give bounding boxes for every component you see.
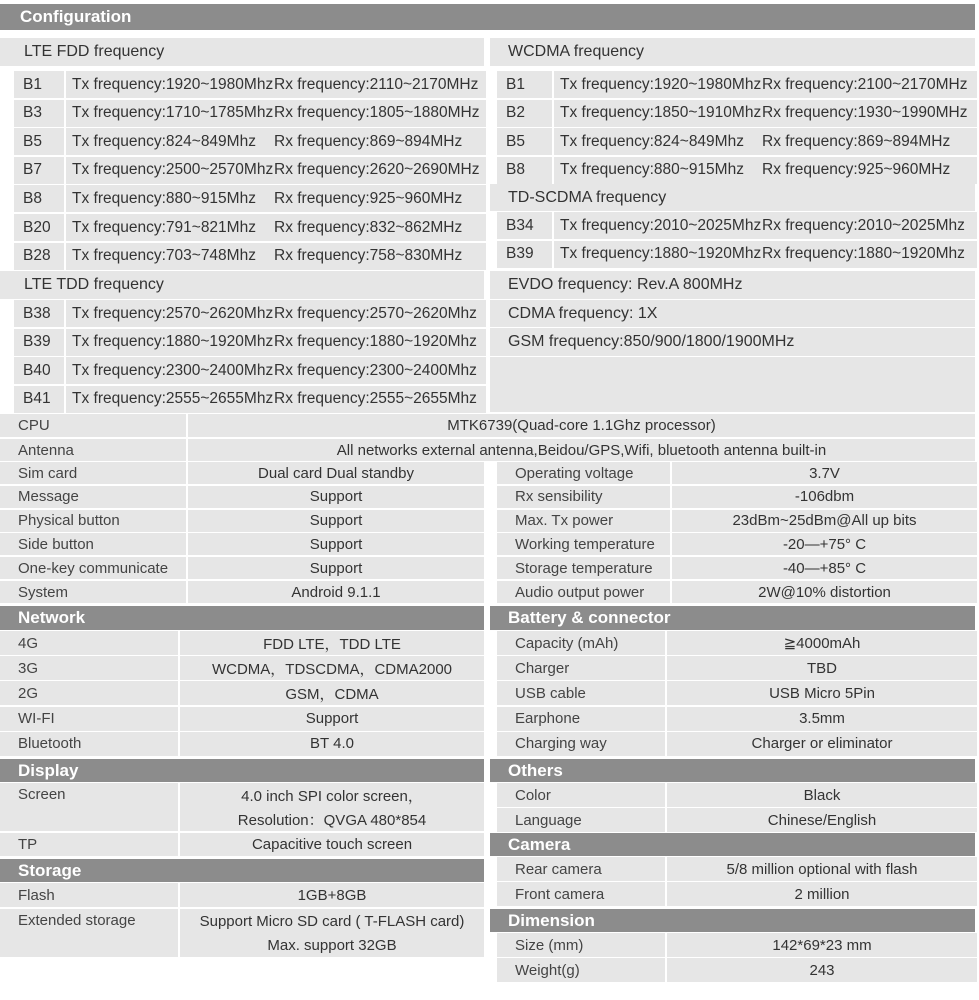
lte-fdd-row [14, 185, 486, 212]
battery-row [497, 631, 977, 655]
general-value: Support [188, 486, 484, 508]
rx-frequency: Rx frequency:925~960MHz [274, 185, 486, 212]
band-label: B8 [497, 157, 552, 184]
blank-cell [490, 357, 975, 412]
others-value: Black [667, 783, 977, 807]
others-row [497, 783, 977, 807]
general-label: Sim card [0, 462, 186, 484]
general-value: Support [188, 533, 484, 555]
band-label: B5 [497, 128, 552, 155]
tx-frequency: Tx frequency:1880~1920Mhz [66, 329, 274, 356]
general-value: 3.7V [672, 462, 977, 484]
tx-frequency: Tx frequency:703~748Mhz [66, 243, 274, 270]
network-row [0, 707, 484, 731]
general-value: Android 9.1.1 [188, 581, 484, 603]
general-row [497, 581, 977, 603]
rx-frequency: Rx frequency:869~894MHz [274, 128, 486, 155]
dimension-label: Size (mm) [497, 933, 665, 957]
general-label: System [0, 581, 186, 603]
cpu-value: MTK6739(Quad-core 1.1Ghz processor) [188, 414, 975, 437]
network-value: WCDMA，TDSCDMA，CDMA2000 [180, 656, 484, 680]
network-label: Bluetooth [0, 732, 178, 756]
general-value: Dual card Dual standby [188, 462, 484, 484]
band-label: B8 [14, 185, 64, 212]
rx-frequency: Rx frequency:869~894MHz [762, 128, 977, 155]
rx-frequency: Rx frequency:1880~1920Mhz [762, 241, 977, 268]
band-label: B1 [497, 71, 552, 98]
band-label: B34 [497, 212, 552, 239]
rx-frequency: Rx frequency:758~830MHz [274, 243, 486, 270]
tx-frequency: Tx frequency:1880~1920Mhz [554, 241, 762, 268]
general-value: -20—+75° C [672, 533, 977, 555]
general-value: -106dbm [672, 486, 977, 508]
screen-label: Screen [0, 783, 178, 831]
lte-fdd-row [14, 214, 486, 241]
general-row [0, 462, 484, 484]
tx-frequency: Tx frequency:1920~1980Mhz [554, 71, 762, 98]
network-value: GSM，CDMA [180, 681, 484, 705]
battery-row [497, 681, 977, 705]
dimension-row [497, 933, 977, 957]
general-row [0, 533, 484, 555]
battery-row [497, 656, 977, 680]
td-scdma-row [497, 241, 977, 268]
general-label: Storage temperature [497, 557, 670, 579]
configuration-title: Configuration [0, 4, 975, 30]
band-label: B1 [14, 71, 64, 98]
battery-row [497, 707, 977, 731]
cpu-label: CPU [0, 414, 186, 437]
band-label: B3 [14, 100, 64, 127]
network-value: Support [180, 707, 484, 731]
battery-value: Charger or eliminator [667, 732, 977, 756]
lte-fdd-row [14, 71, 486, 98]
rx-frequency: Rx frequency:1930~1990MHz [762, 100, 977, 127]
rx-frequency: Rx frequency:832~862MHz [274, 214, 486, 241]
lte-fdd-row [14, 128, 486, 155]
lte-fdd-row [14, 157, 486, 184]
others-row [497, 808, 977, 832]
band-label: B28 [14, 243, 64, 270]
rx-frequency: Rx frequency:2570~2620Mhz [274, 300, 486, 327]
rx-frequency: Rx frequency:2110~2170MHz [274, 71, 486, 98]
tx-frequency: Tx frequency:2300~2400Mhz [66, 357, 274, 384]
general-label: Side button [0, 533, 186, 555]
lte-fdd-row [14, 100, 486, 127]
general-value: -40—+85° C [672, 557, 977, 579]
camera-row [497, 882, 977, 906]
general-row [0, 510, 484, 532]
wcdma-row [497, 71, 977, 98]
network-row [0, 656, 484, 680]
tx-frequency: Tx frequency:824~849Mhz [554, 128, 762, 155]
storage-header: Storage [0, 859, 484, 882]
tx-frequency: Tx frequency:2570~2620Mhz [66, 300, 274, 327]
battery-header: Battery & connector [490, 606, 975, 630]
rx-frequency: Rx frequency:2620~2690MHz [274, 157, 486, 184]
network-value: BT 4.0 [180, 732, 484, 756]
display-header: Display [0, 759, 484, 782]
others-header: Others [490, 759, 975, 782]
wcdma-title: WCDMA frequency [490, 38, 975, 66]
extended-storage-line1: Support Micro SD card ( T-FLASH card) [199, 912, 465, 930]
rx-frequency: Rx frequency:925~960MHz [762, 157, 977, 184]
antenna-value: All networks external antenna,Beidou/GPS,Wifi, bluetooth antenna built-in [188, 439, 975, 461]
wcdma-row [497, 100, 977, 127]
screen-value-line2: Resolution：QVGA 480*854 [237, 811, 427, 829]
tx-frequency: Tx frequency:1710~1785Mhz [66, 100, 274, 127]
flash-value: 1GB+8GB [180, 883, 484, 907]
general-label: Max. Tx power [497, 510, 670, 532]
screen-value-line1: 4.0 inch SPI color screen， [241, 787, 423, 805]
lte-tdd-row [14, 300, 486, 327]
battery-label: USB cable [497, 681, 665, 705]
camera-header: Camera [490, 833, 975, 856]
band-label: B20 [14, 214, 64, 241]
others-label: Color [497, 783, 665, 807]
dimension-value: 243 [667, 958, 977, 982]
network-label: 2G [0, 681, 178, 705]
battery-value: USB Micro 5Pin [667, 681, 977, 705]
tx-frequency: Tx frequency:880~915Mhz [66, 185, 274, 212]
network-row [0, 732, 484, 756]
rx-frequency: Rx frequency:2555~2655Mhz [274, 386, 486, 413]
general-label: Working temperature [497, 533, 670, 555]
lte-tdd-row [14, 329, 486, 356]
band-label: B40 [14, 357, 64, 384]
antenna-row [0, 439, 975, 461]
tx-frequency: Tx frequency:1850~1910Mhz [554, 100, 762, 127]
network-label: 4G [0, 631, 178, 655]
extended-storage-line2: Max. support 32GB [267, 936, 397, 954]
extended-storage-value [180, 909, 484, 957]
battery-value: TBD [667, 656, 977, 680]
rx-frequency: Rx frequency:1880~1920Mhz [274, 329, 486, 356]
general-label: Rx sensibility [497, 486, 670, 508]
tp-label: TP [0, 833, 178, 856]
band-label: B38 [14, 300, 64, 327]
antenna-label: Antenna [0, 439, 186, 461]
general-row [497, 510, 977, 532]
screen-value [180, 783, 484, 831]
tx-frequency: Tx frequency:824~849Mhz [66, 128, 274, 155]
extended-storage-label: Extended storage [0, 909, 178, 957]
band-label: B5 [14, 128, 64, 155]
lte-fdd-row [14, 243, 486, 270]
extended-storage-row [0, 909, 484, 957]
wcdma-row [497, 128, 977, 155]
camera-label: Front camera [497, 882, 665, 906]
network-row [0, 631, 484, 655]
rx-frequency: Rx frequency:1805~1880MHz [274, 100, 486, 127]
camera-value: 2 million [667, 882, 977, 906]
band-label: B39 [14, 329, 64, 356]
battery-value: ≧4000mAh [667, 631, 977, 655]
general-row [497, 486, 977, 508]
td-scdma-row [497, 212, 977, 239]
screen-row [0, 783, 484, 831]
dimension-row [497, 958, 977, 982]
camera-label: Rear camera [497, 857, 665, 881]
gsm-frequency: GSM frequency:850/900/1800/1900MHz [490, 328, 975, 356]
general-row [497, 533, 977, 555]
network-value: FDD LTE，TDD LTE [180, 631, 484, 655]
tx-frequency: Tx frequency:880~915Mhz [554, 157, 762, 184]
others-value: Chinese/English [667, 808, 977, 832]
flash-label: Flash [0, 883, 178, 907]
general-value: Support [188, 557, 484, 579]
general-row [0, 581, 484, 603]
flash-row [0, 883, 484, 907]
tp-value: Capacitive touch screen [180, 833, 484, 856]
battery-label: Capacity (mAh) [497, 631, 665, 655]
general-value: 2W@10% distortion [672, 581, 977, 603]
general-label: Physical button [0, 510, 186, 532]
rx-frequency: Rx frequency:2300~2400Mhz [274, 357, 486, 384]
band-label: B2 [497, 100, 552, 127]
tx-frequency: Tx frequency:2010~2025Mhz [554, 212, 762, 239]
rx-frequency: Rx frequency:2100~2170MHz [762, 71, 977, 98]
battery-label: Charging way [497, 732, 665, 756]
tp-row [0, 833, 484, 856]
td-scdma-title: TD-SCDMA frequency [490, 184, 975, 211]
wcdma-row [497, 157, 977, 184]
general-label: One-key communicate [0, 557, 186, 579]
general-row [0, 557, 484, 579]
tx-frequency: Tx frequency:2555~2655Mhz [66, 386, 274, 413]
others-label: Language [497, 808, 665, 832]
battery-value: 3.5mm [667, 707, 977, 731]
general-label: Audio output power [497, 581, 670, 603]
lte-tdd-row [14, 386, 486, 413]
evdo-frequency: EVDO frequency: Rev.A 800MHz [490, 271, 975, 299]
band-label: B7 [14, 157, 64, 184]
camera-row [497, 857, 977, 881]
lte-fdd-title: LTE FDD frequency [0, 38, 484, 66]
network-label: WI-FI [0, 707, 178, 731]
battery-label: Charger [497, 656, 665, 680]
tx-frequency: Tx frequency:2500~2570Mhz [66, 157, 274, 184]
band-label: B41 [14, 386, 64, 413]
rx-frequency: Rx frequency:2010~2025Mhz [762, 212, 977, 239]
battery-row [497, 732, 977, 756]
cpu-row [0, 414, 975, 437]
lte-tdd-title: LTE TDD frequency [0, 271, 484, 299]
general-value: Support [188, 510, 484, 532]
dimension-header: Dimension [490, 909, 975, 932]
lte-tdd-row [14, 357, 486, 384]
battery-label: Earphone [497, 707, 665, 731]
general-row [497, 557, 977, 579]
band-label: B39 [497, 241, 552, 268]
network-row [0, 681, 484, 705]
network-label: 3G [0, 656, 178, 680]
general-value: 23dBm~25dBm@All up bits [672, 510, 977, 532]
dimension-label: Weight(g) [497, 958, 665, 982]
tx-frequency: Tx frequency:791~821Mhz [66, 214, 274, 241]
general-label: Operating voltage [497, 462, 670, 484]
general-row [497, 462, 977, 484]
camera-value: 5/8 million optional with flash [667, 857, 977, 881]
general-label: Message [0, 486, 186, 508]
dimension-value: 142*69*23 mm [667, 933, 977, 957]
network-header: Network [0, 606, 484, 630]
tx-frequency: Tx frequency:1920~1980Mhz [66, 71, 274, 98]
general-row [0, 486, 484, 508]
cdma-frequency: CDMA frequency: 1X [490, 300, 975, 327]
